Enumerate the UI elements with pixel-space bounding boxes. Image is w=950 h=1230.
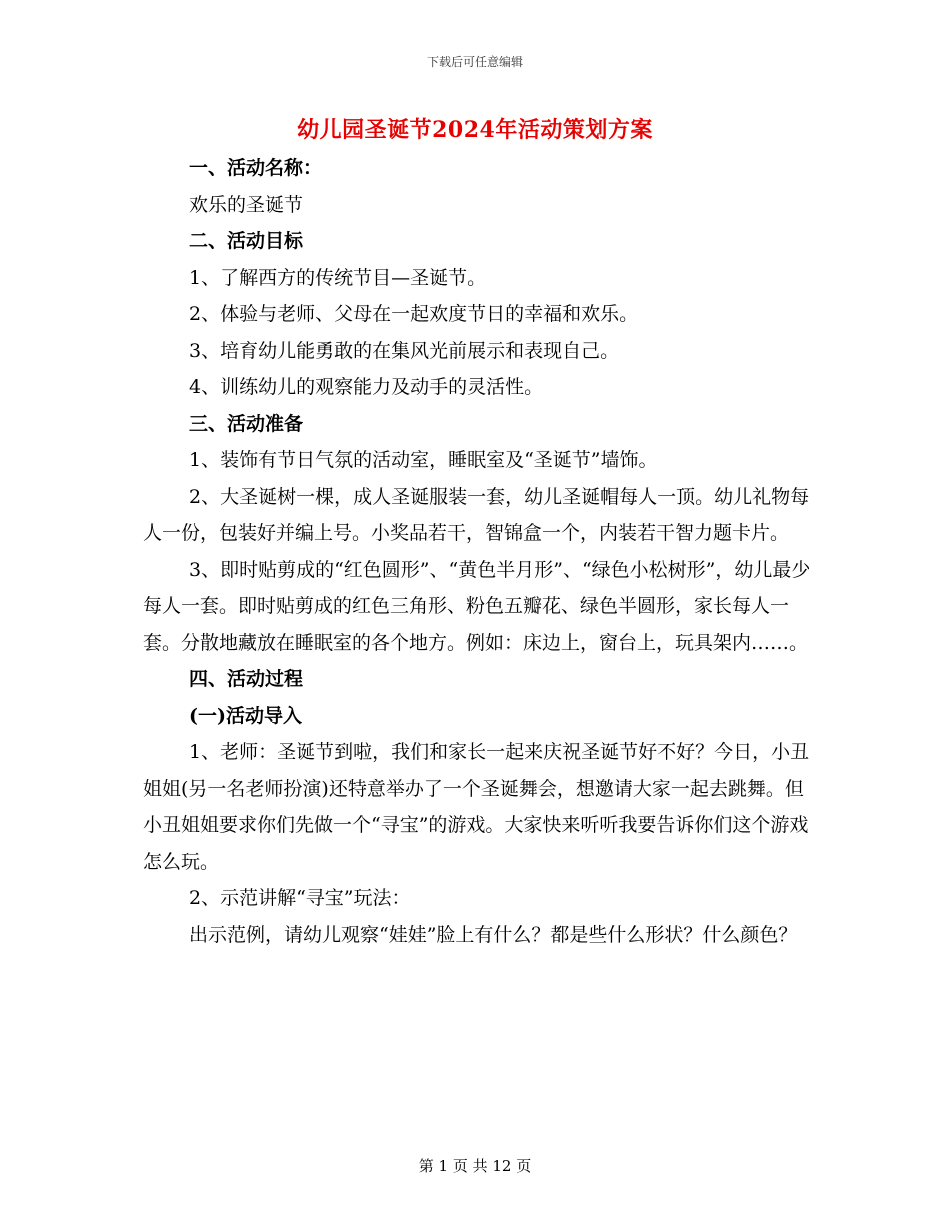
section-heading: 三、活动准备	[189, 412, 304, 435]
document-body	[143, 150, 811, 953]
paragraph: 3、即时贴剪成的“红色圆形”、“黄色半月形”、“绿色小松树形”，幼儿最少每人一套。即时贴剪成的红色三角形、粉色五瓣花、绿色半圆形，家长每人一套。分散地藏放在睡眠室的各个地方。例如：床边上，窗台上，玩具架内……。	[143, 558, 811, 654]
section-heading: 四、活动过程	[189, 668, 304, 690]
paragraph: 出示范例，请幼儿观察“娃娃”脸上有什么？都是些什么形状？什么颜色？	[189, 923, 798, 946]
paragraph: 2、大圣诞树一棵，成人圣诞服装一套，幼儿圣诞帽每人一顶。幼儿礼物每人一份，包装好并编上号。小奖品若干，智锦盒一个，内装若干智力题卡片。	[143, 485, 810, 544]
paragraph: 1、装饰有节日气氛的活动室，睡眠室及“圣诞节”墙饰。	[189, 449, 658, 471]
paragraph: 4、训练幼儿的观察能力及动手的灵活性。	[189, 376, 544, 398]
section-heading: 一、活动名称：	[189, 157, 323, 179]
paragraph: 1、了解西方的传统节目—圣诞节。	[189, 266, 487, 289]
page-number: 第 1 页 共 12 页	[418, 1157, 532, 1175]
section-heading: 二、活动目标	[189, 230, 304, 252]
header-note: 下载后可任意编辑	[426, 55, 523, 69]
paragraph: 2、体验与老师、父母在一起欢度节日的幸福和欢乐。	[189, 303, 639, 325]
paragraph: 欢乐的圣诞节	[189, 193, 304, 216]
paragraph: 1、老师：圣诞节到啦，我们和家长一起来庆祝圣诞节好不好？今日，小丑姐姐(另一名老师扮演)还特意举办了一个圣诞舞会，想邀请大家一起去跳舞。但小丑姐姐要求你们先做一个“寻宝”的游戏。大家快来听听我要告诉你们这个游戏怎么玩。	[143, 741, 810, 873]
document-title: 幼儿园圣诞节2024年活动策划方案	[297, 117, 653, 143]
subsection-heading: (一)活动导入	[189, 704, 302, 727]
paragraph: 2、示范讲解“寻宝”玩法：	[189, 887, 411, 909]
paragraph: 3、培育幼儿能勇敢的在集风光前展示和表现自己。	[189, 339, 620, 362]
